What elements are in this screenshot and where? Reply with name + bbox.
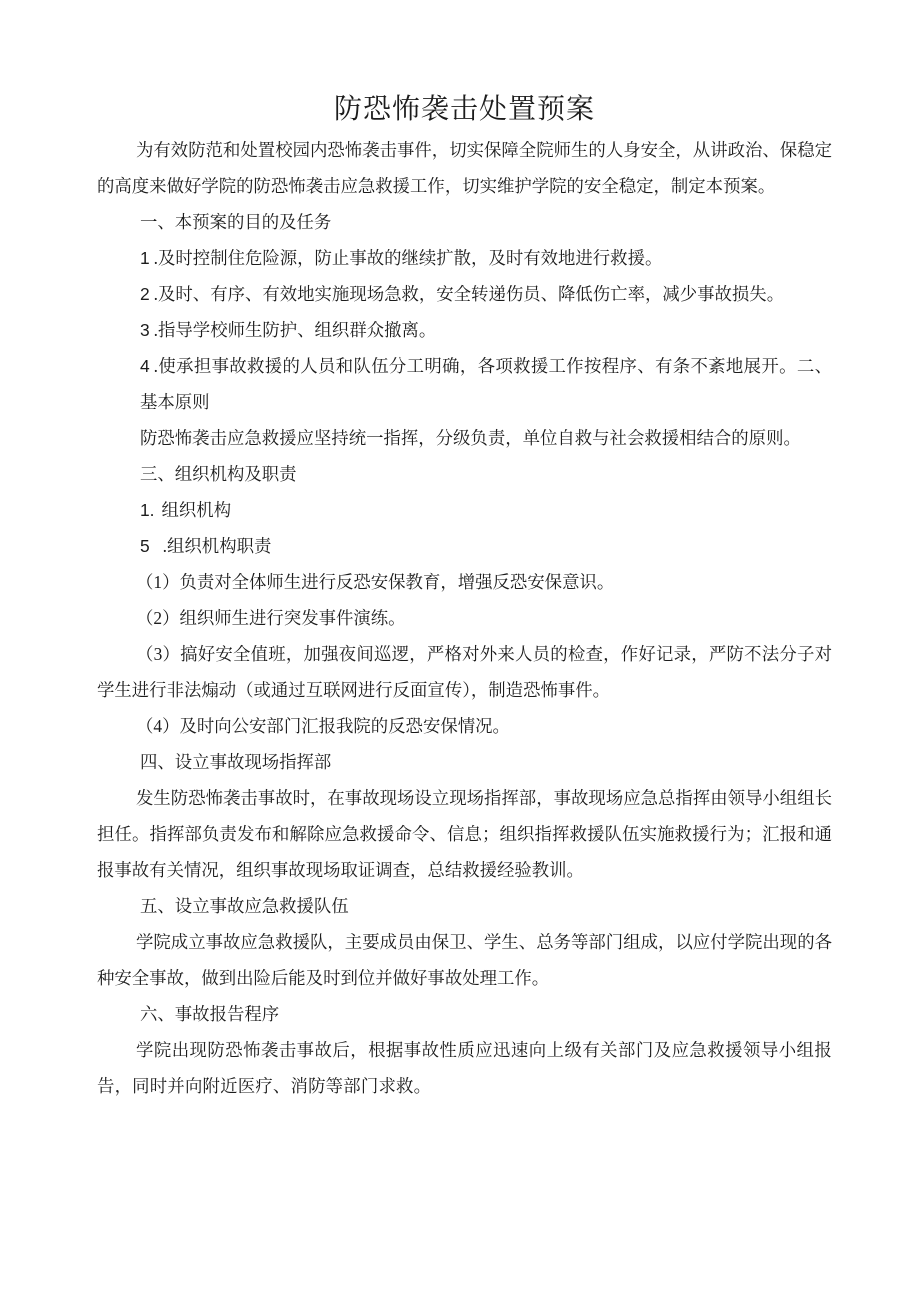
duty-item-1: （1）负责对全体师生进行反恐安保教育，增强反恐安保意识。: [136, 572, 615, 592]
task-item-1: [97, 240, 832, 276]
duty-item-4: （4）及时向公安部门汇报我院的反恐安保情况。: [136, 716, 510, 736]
task-number: 2: [140, 284, 150, 304]
section-heading-5: 五、设立事故应急救援队伍: [140, 896, 349, 916]
section-6-body: 学院出现防恐怖袭击事故后，根据事故性质应迅速向上级有关部门及应急救援领导小组报告，同时并向附近医疗、消防等部门求救。: [97, 1040, 832, 1096]
task-text: .使承担事故救援的人员和队伍分工明确，各项救援工作按程序、有条不紊地展开。二、基本原则: [140, 356, 832, 412]
task-item-4: [97, 348, 832, 420]
org-duty-item: [97, 528, 832, 564]
task-number: 1: [140, 248, 150, 268]
item-number: 1.: [140, 500, 155, 520]
org-structure-item: [97, 492, 832, 528]
section-5-body: 学院成立事故应急救援队，主要成员由保卫、学生、总务等部门组成，以应付学院出现的各种安全事故，做到出险后能及时到位并做好事故处理工作。: [97, 932, 832, 988]
task-number: 4: [140, 356, 150, 376]
task-item-2: [97, 276, 832, 312]
task-item-3: [97, 312, 832, 348]
item-text: 组织机构: [161, 500, 232, 520]
item-number: 5: [140, 536, 150, 556]
document-title: 防恐怖袭击处置预案: [333, 94, 595, 125]
intro-paragraph: 为有效防范和处置校园内恐怖袭击事件，切实保障全院师生的人身安全，从讲政治、保稳定的高度来做好学院的防恐怖袭击应急救援工作，切实维护学院的安全稳定，制定本预案。: [97, 140, 832, 196]
task-text: .及时控制住危险源，防止事故的继续扩散，及时有效地进行救援。: [153, 248, 663, 268]
section-heading-3: 三、组织机构及职责: [140, 464, 297, 484]
section-heading-1: 一、本预案的目的及任务: [140, 212, 332, 232]
duty-item-3: （3）搞好安全值班，加强夜间巡逻，严格对外来人员的检查，作好记录，严防不法分子对学生进行非法煽动（或通过互联网进行反面宣传），制造恐怖事件。: [97, 644, 832, 700]
task-number: 3: [140, 320, 150, 340]
section-heading-4: 四、设立事故现场指挥部: [140, 752, 332, 772]
duty-item-2: （2）组织师生进行突发事件演练。: [136, 608, 406, 628]
item-text: .组织机构职责: [162, 536, 272, 556]
principle-paragraph: 防恐怖袭击应急救援应坚持统一指挥，分级负责，单位自救与社会救援相结合的原则。: [140, 428, 801, 448]
task-text: .及时、有序、有效地实施现场急救，安全转递伤员、降低伤亡率，减少事故损失。: [153, 284, 785, 304]
section-4-body: 发生防恐怖袭击事故时，在事故现场设立现场指挥部，事故现场应急总指挥由领导小组组长担任。指挥部负责发布和解除应急救援命令、信息；组织指挥救援队伍实施救援行为；汇报和通报事故有关情况，组织事故现场取证调查，总结救援经验教训。: [97, 788, 832, 880]
task-text: .指导学校师生防护、组织群众撤离。: [153, 320, 437, 340]
section-heading-6: 六、事故报告程序: [140, 1004, 280, 1024]
